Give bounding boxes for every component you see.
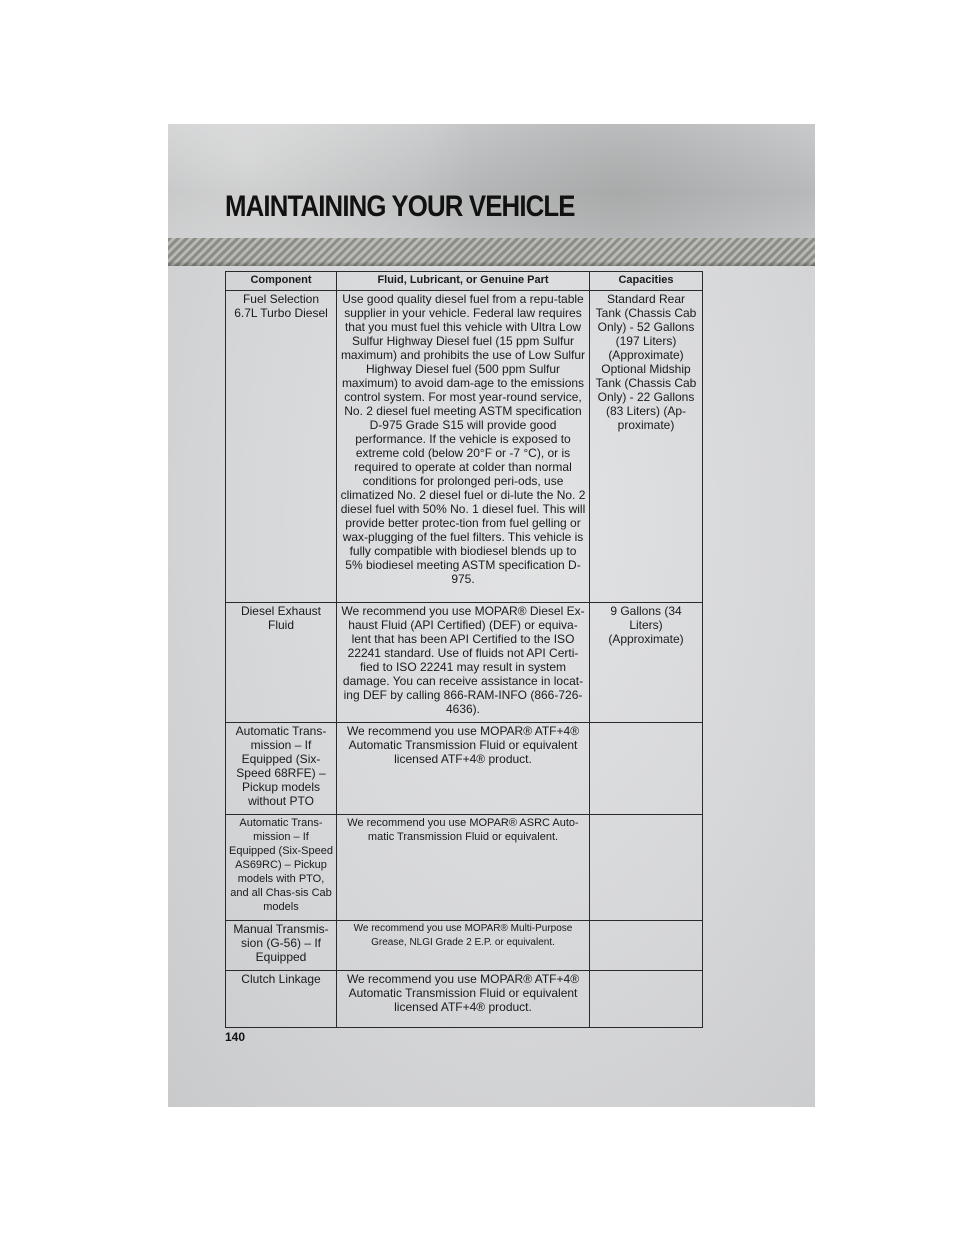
table-row	[226, 921, 703, 971]
section-title: MAINTAINING YOUR VEHICLE	[225, 190, 575, 223]
capacity-cell	[590, 971, 703, 1028]
capacity-cell: Standard Rear Tank (Chassis Cab Only) - 52 Gallons (197 Liters) (Approximate) Optional Midship Tank (Chassis Cab Only) - 22 Gallons (83 Liters) (Ap-proximate)	[590, 291, 703, 603]
fluid-cell: We recommend you use MOPAR® ATF+4® Automatic Transmission Fluid or equivalent licensed ATF+4® product.	[337, 723, 590, 815]
header-stripe	[168, 238, 815, 266]
fluid-cell: Use good quality diesel fuel from a repu-table supplier in your vehicle. Federal law requires that you must fuel this vehicle with Ultra Low Sulfur Highway Diesel fuel (15 ppm Sulfur maximum) and prohibits the use of Low Sulfur Highway Diesel fuel (500 ppm Sulfur maximum) to avoid dam-age to the emissions control system. For most year-round service, No. 2 diesel fuel meeting ASTM specification D-975 Grade S15 will provide good performance. If the vehicle is exposed to extreme cold (below 20°F or -7 °C), or is required to operate at colder than normal conditions for prolonged peri-ods, use climatized No. 2 diesel fuel or di-lute the No. 2 diesel fuel with 50% No. 1 diesel fuel. This will provide better protec-tion from fuel gelling or wax-plugging of the fuel filters. This vehicle is fully compatible with biodiesel blends up to 5% biodiesel meeting ASTM specification D-975.	[337, 291, 590, 603]
component-cell: Clutch Linkage	[226, 971, 337, 1028]
fluid-cell: We recommend you use MOPAR® ATF+4® Automatic Transmission Fluid or equivalent licensed ATF+4® product.	[337, 971, 590, 1028]
fluid-cell: We recommend you use MOPAR® Diesel Ex-haust Fluid (API Certified) (DEF) or equiva-lent that has been API Certified to the ISO 22241 standard. Use of fluids not API Certi-fied to ISO 22241 may result in system damage. You can receive assistance in locat-ing DEF by calling 866-RAM-INFO (866-726-4636).	[337, 603, 590, 723]
table-row	[226, 815, 703, 921]
component-cell: Diesel Exhaust Fluid	[226, 603, 337, 723]
fluid-capacity-table	[225, 271, 703, 1028]
component-cell: Automatic Trans-mission – If Equipped (Six-Speed AS69RC) – Pickup models with PTO, and all Chas-sis Cab models	[226, 815, 337, 921]
column-header-fluid: Fluid, Lubricant, or Genuine Part	[337, 272, 590, 291]
table-row	[226, 291, 703, 603]
table-header-row	[226, 272, 703, 291]
component-cell: Fuel Selection 6.7L Turbo Diesel	[226, 291, 337, 603]
table-row	[226, 603, 703, 723]
capacity-cell	[590, 723, 703, 815]
capacity-cell	[590, 815, 703, 921]
table-row	[226, 723, 703, 815]
manual-page	[168, 124, 815, 1107]
capacity-cell	[590, 921, 703, 971]
page-number: 140	[225, 1030, 246, 1044]
column-header-capacities: Capacities	[590, 272, 703, 291]
column-header-component: Component	[226, 272, 337, 291]
component-cell: Automatic Trans-mission – If Equipped (Six-Speed 68RFE) – Pickup models without PTO	[226, 723, 337, 815]
capacity-cell: 9 Gallons (34 Liters) (Approximate)	[590, 603, 703, 723]
section-header	[168, 124, 815, 238]
fluid-cell: We recommend you use MOPAR® Multi-Purpose Grease, NLGI Grade 2 E.P. or equivalent.	[337, 921, 590, 971]
component-cell: Manual Transmis-sion (G-56) – If Equipped	[226, 921, 337, 971]
fluid-cell: We recommend you use MOPAR® ASRC Auto-matic Transmission Fluid or equivalent.	[337, 815, 590, 921]
table-row	[226, 971, 703, 1028]
